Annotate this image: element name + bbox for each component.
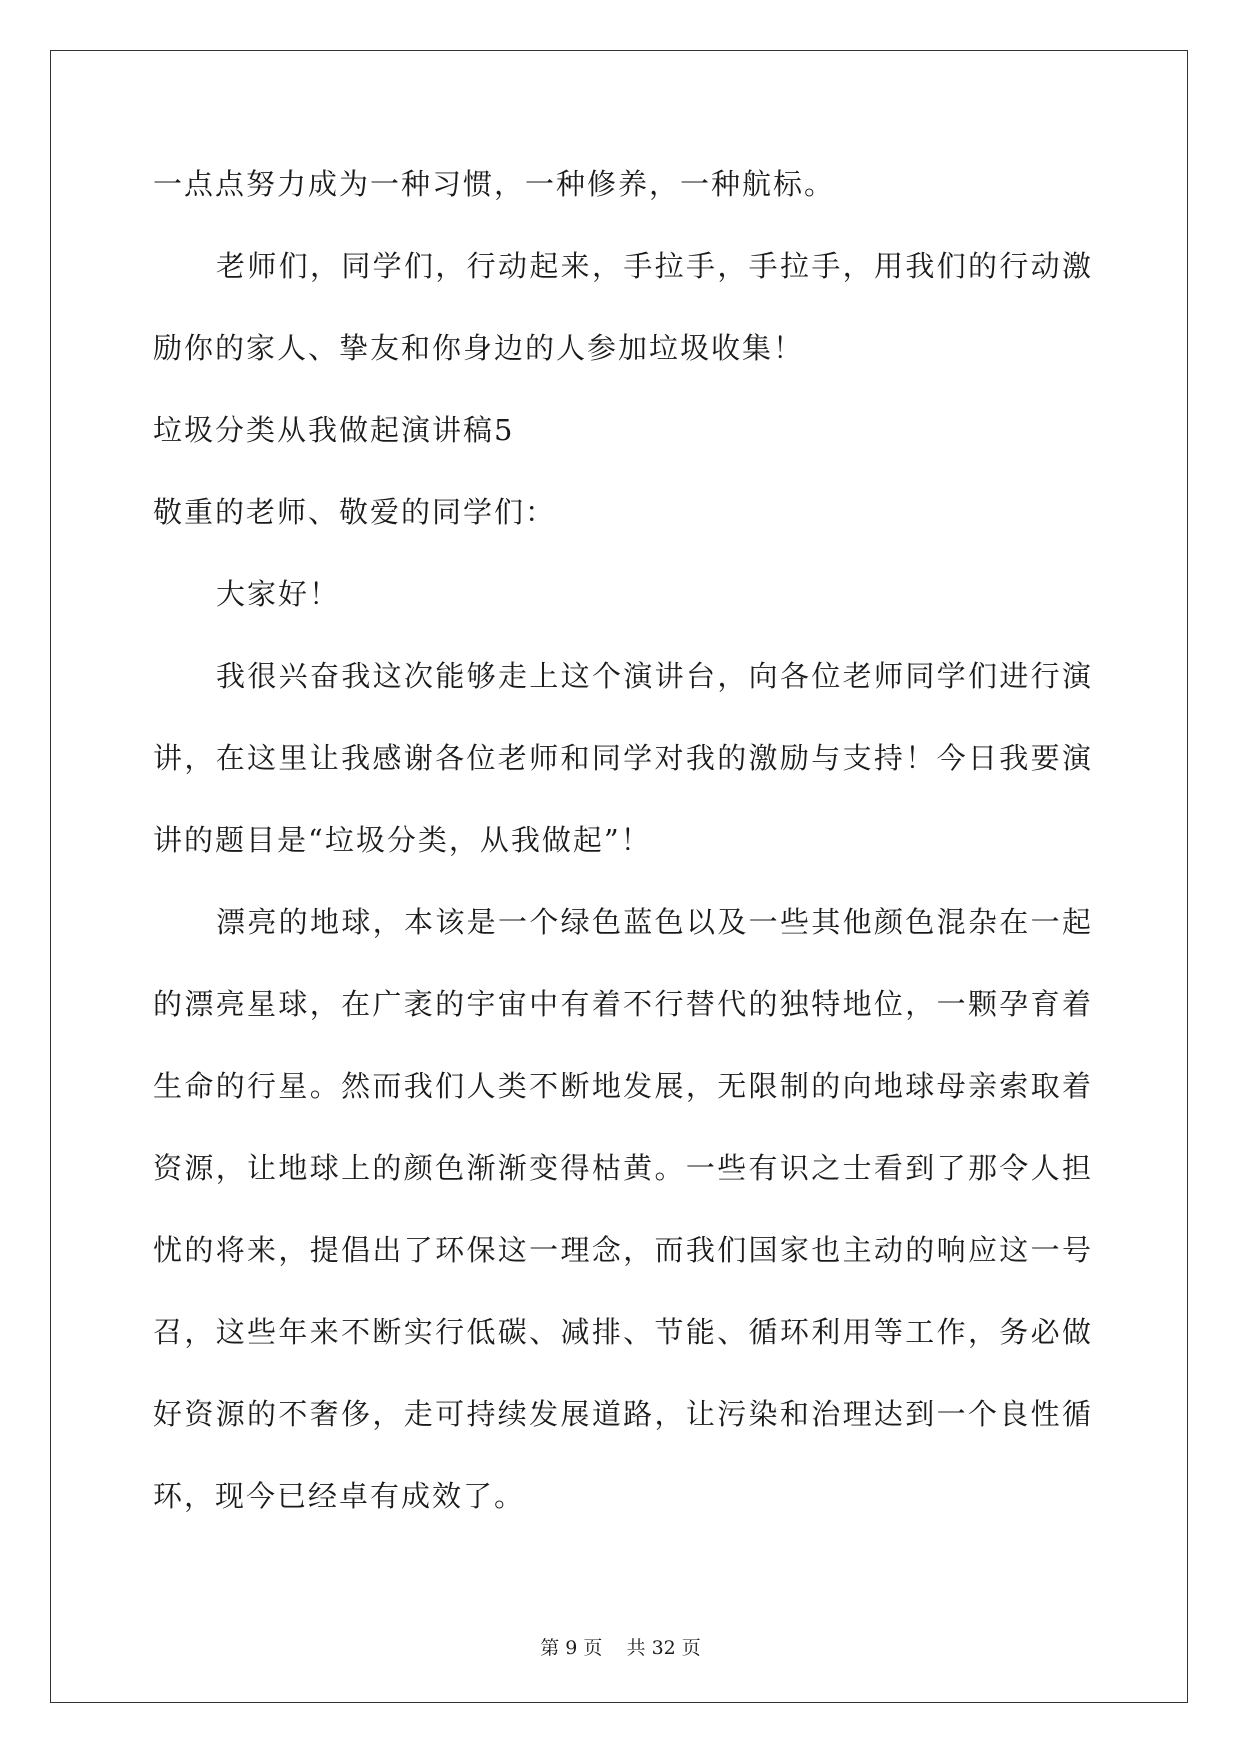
text-line: 资源，让地球上的颜色渐渐变得枯黄。一些有识之士看到了那令人担 — [153, 1151, 1093, 1185]
text-line: 环，现今已经卓有成效了。 — [153, 1479, 526, 1513]
text-line: 忧的将来，提倡出了环保这一理念，而我们国家也主动的响应这一号 — [153, 1233, 1093, 1267]
page-number-footer: 第 9 页 共 32 页 — [540, 1637, 701, 1659]
text-line: 召，这些年来不断实行低碳、减排、节能、循环利用等工作，务必做 — [153, 1315, 1093, 1349]
text-line: 一点点努力成为一种习惯，一种修养，一种航标。 — [153, 167, 836, 201]
text-line: 好资源的不奢侈，走可持续发展道路，让污染和治理达到一个良性循 — [153, 1397, 1093, 1431]
text-line: 讲，在这里让我感谢各位老师和同学对我的激励与支持！今日我要演 — [153, 741, 1093, 775]
document-body — [153, 166, 1093, 1560]
section-heading: 垃圾分类从我做起演讲稿5 — [153, 413, 515, 447]
text-line: 老师们，同学们，行动起来，手拉手，手拉手，用我们的行动激 — [216, 249, 1093, 283]
text-line: 生命的行星。然而我们人类不断地发展，无限制的向地球母亲索取着 — [153, 1069, 1093, 1103]
salutation: 敬重的老师、敬爱的同学们： — [153, 495, 557, 529]
text-line: 励你的家人、挚友和你身边的人参加垃圾收集！ — [153, 331, 805, 365]
text-line: 讲的题目是“垃圾分类，从我做起”！ — [153, 823, 652, 857]
text-line: 漂亮的地球，本该是一个绿色蓝色以及一些其他颜色混杂在一起 — [216, 905, 1093, 939]
greeting: 大家好！ — [216, 577, 341, 611]
text-line: 的漂亮星球，在广袤的宇宙中有着不行替代的独特地位，一颗孕育着 — [153, 987, 1093, 1021]
text-line: 我很兴奋我这次能够走上这个演讲台，向各位老师同学们进行演 — [216, 659, 1093, 693]
